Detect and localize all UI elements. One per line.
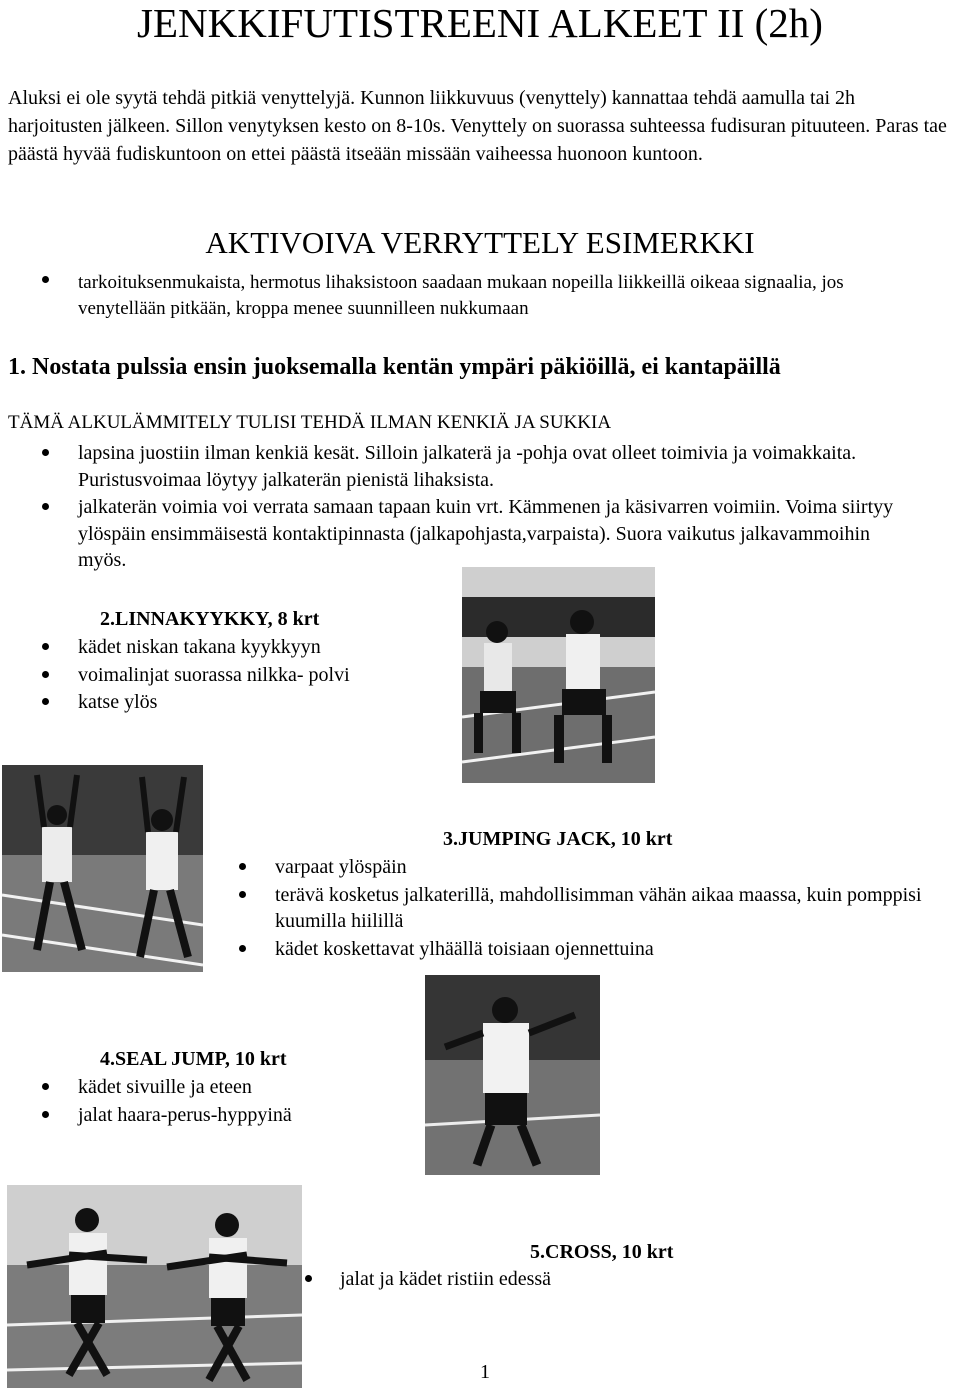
bullet-dot-icon	[42, 1111, 49, 1118]
step1-bullet-text: jalkaterän voimia voi verrata samaan tapaan kuin vrt. Kämmenen ja käsivarren voimiin. Voima siirtyy ylöspäin ensimmäisestä kontaktipinnasta (jalkapohjasta,varpaista). Suora vaikutus jalkavammoihin myös.	[78, 496, 894, 571]
bullet-dot-icon	[42, 276, 49, 283]
seal-jump-bullet-list	[42, 1074, 422, 1128]
step1-subheading: TÄMÄ ALKULÄMMITELY TULISI TEHDÄ ILMAN KENKIÄ JA SUKKIA	[8, 412, 612, 433]
exercise-bullet-text: katse ylös	[78, 691, 158, 713]
jumping-jack-photo	[2, 765, 203, 972]
list-item	[42, 689, 442, 716]
exercise-bullet-text: terävä kosketus jalkaterillä, mahdollisimman vähän aikaa maassa, kuin pomppisi kuumilla hiilillä	[275, 883, 922, 932]
exercise-bullet-text: jalat haara-perus-hyppyinä	[78, 1103, 292, 1126]
bullet-dot-icon	[239, 891, 246, 898]
bullet-dot-icon	[239, 863, 246, 870]
activation-bullet-text: tarkoituksenmukaista, hermotus lihaksistoon saadaan mukaan nopeilla liikkeillä oikeaa signaalia, jos venytellään pitkään, kroppa menee suunnilleen nukkumaan	[78, 272, 844, 319]
list-item	[305, 1266, 905, 1293]
bullet-dot-icon	[42, 698, 49, 705]
list-item	[239, 882, 959, 935]
list-item	[42, 662, 442, 689]
squat-bullet-list	[42, 634, 442, 716]
list-item	[42, 440, 932, 493]
list-item	[239, 936, 959, 963]
intro-paragraph: Aluksi ei ole syytä tehdä pitkiä venyttelyjä. Kunnon liikkuvuus (venyttely) kannattaa tehdä aamulla tai 2h harjoitusten jälkeen. Sillon venytyksen kesto on 8-10s. Venyttely on suorassa suhteessa fudisuran pituuteen. Paras tae päästä hyvää fudiskuntoon on ettei päästä itseään missään vaiheessa huonoon kuntoon.	[8, 87, 947, 165]
list-item	[42, 1102, 422, 1129]
bullet-dot-icon	[42, 503, 49, 510]
seal-jump-photo	[425, 975, 600, 1175]
cross-bullet-list	[305, 1266, 905, 1293]
exercise-heading-squat: 2.LINNAKYYKKY, 8 krt	[100, 608, 320, 630]
squat-photo	[462, 567, 655, 783]
bullet-dot-icon	[305, 1275, 312, 1282]
bullet-dot-icon	[42, 449, 49, 456]
exercise-bullet-text: varpaat ylöspäin	[275, 856, 407, 878]
exercise-heading-cross: 5.CROSS, 10 krt	[530, 1241, 674, 1263]
list-item	[42, 634, 442, 661]
bullet-dot-icon	[42, 671, 49, 678]
jumping-jack-bullet-list	[239, 854, 959, 962]
bullet-dot-icon	[42, 643, 49, 650]
page-number: 1	[480, 1361, 490, 1383]
exercise-bullet-text: jalat ja kädet ristiin edessä	[340, 1268, 552, 1290]
list-item	[42, 1074, 422, 1101]
activation-bullet-list	[42, 270, 942, 322]
exercise-bullet-text: kädet koskettavat ylhäällä toisiaan ojennettuina	[275, 937, 654, 960]
step1-heading: 1. Nostata pulssia ensin juoksemalla kentän ympäri päkiöillä, ei kantapäillä	[8, 354, 781, 380]
bullet-dot-icon	[42, 1083, 49, 1090]
list-item	[42, 494, 932, 574]
cross-photo	[7, 1185, 302, 1388]
bullet-dot-icon	[239, 945, 246, 952]
exercise-bullet-text: voimalinjat suorassa nilkka- polvi	[78, 663, 350, 686]
step1-bullet-list	[42, 440, 932, 574]
exercise-heading-seal-jump: 4.SEAL JUMP, 10 krt	[100, 1048, 287, 1070]
list-item	[239, 854, 959, 881]
page-title: JENKKIFUTISTREENI ALKEET II (2h)	[137, 0, 823, 46]
exercise-bullet-text: kädet niskan takana kyykkyyn	[78, 636, 321, 658]
activation-heading: AKTIVOIVA VERRYTTELY ESIMERKKI	[205, 225, 755, 260]
step1-bullet-text: lapsina juostiin ilman kenkiä kesät. Silloin jalkaterä ja -pohja ovat olleet toimivia ja voimakkaita. Puristusvoimaa löytyy jalkaterän pienistä lihaksista.	[78, 442, 857, 491]
exercise-heading-jumping-jack: 3.JUMPING JACK, 10 krt	[443, 828, 673, 850]
exercise-bullet-text: kädet sivuille ja eteen	[78, 1076, 252, 1098]
